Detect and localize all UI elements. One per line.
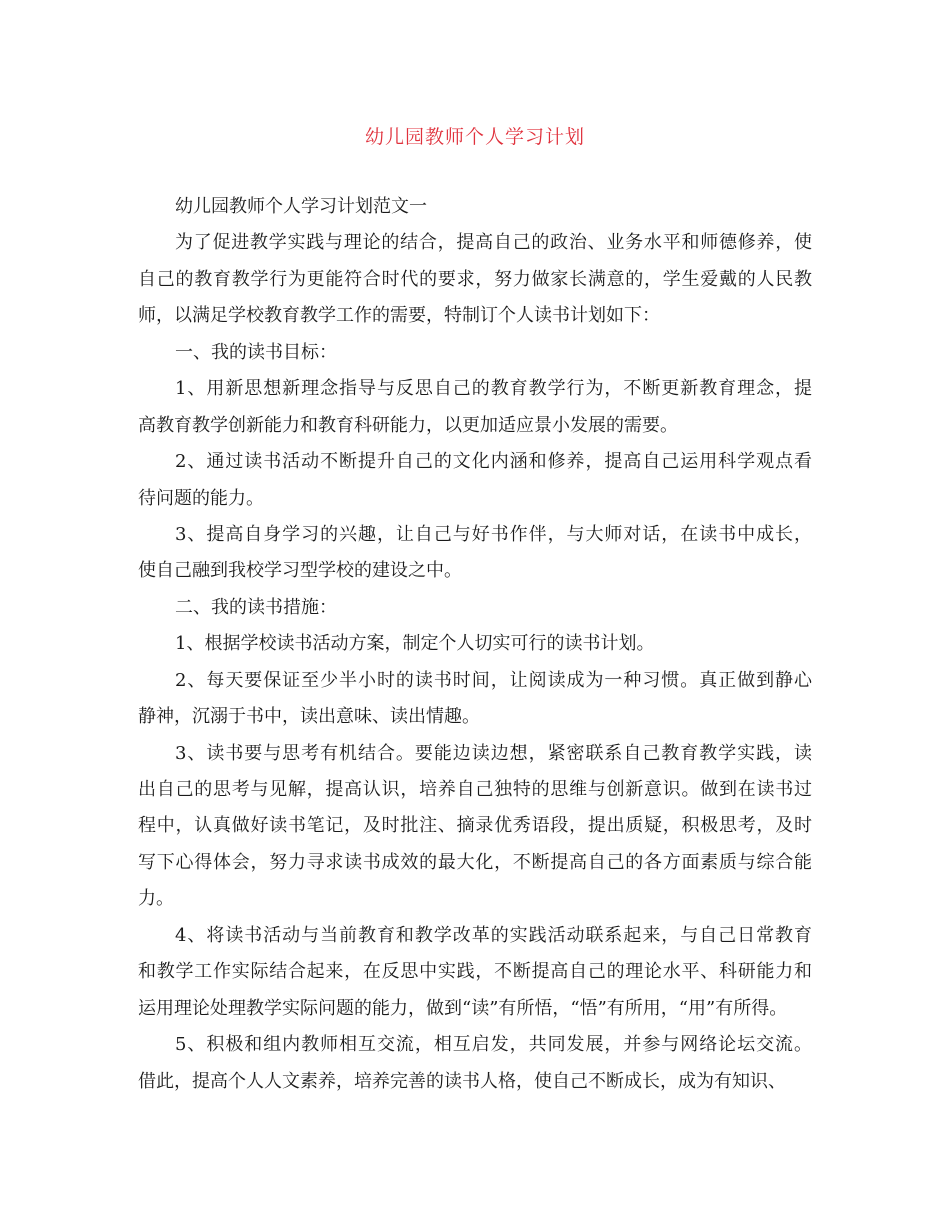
text-line: 和教学工作实际结合起来，在反思中实践，不断提高自己的理论水平、科研能力和 bbox=[138, 961, 812, 983]
paragraph bbox=[138, 448, 812, 521]
text-line: 1、用新思想新理念指导与反思自己的教育教学行为，不断更新教育理念，提 bbox=[175, 378, 812, 400]
paragraph bbox=[138, 630, 812, 666]
text-line: 运用理论处理教学实际问题的能力，做到“读”有所悟，“悟”有所用，“用”有所得。 bbox=[138, 997, 788, 1019]
text-line: 二、我的读书措施： bbox=[175, 596, 337, 618]
text-line: 力。 bbox=[138, 888, 174, 910]
text-line: 自己的教育教学行为更能符合时代的要求，努力做家长满意的，学生爱戴的人民教 bbox=[138, 268, 812, 290]
paragraph bbox=[138, 594, 812, 630]
paragraph bbox=[138, 521, 812, 594]
text-line: 2、每天要保证至少半小时的读书时间，让阅读成为一种习惯。真正做到静心 bbox=[175, 669, 812, 691]
text-line: 为了促进教学实践与理论的结合，提高自己的政治、业务水平和师德修养，使 bbox=[175, 232, 812, 254]
document-title: 幼儿园教师个人学习计划 bbox=[364, 126, 585, 148]
text-line: 写下心得体会，努力寻求读书成效的最大化，不断提高自己的各方面素质与综合能 bbox=[138, 851, 812, 873]
text-line: 静神，沉溺于书中，读出意味、读出情趣。 bbox=[138, 706, 480, 728]
text-line: 出自己的思考与见解，提高认识，培养自己独特的思维与创新意识。做到在读书过 bbox=[138, 779, 812, 800]
paragraph bbox=[138, 229, 812, 338]
text-line: 程中，认真做好读书笔记，及时批注、摘录优秀语段，提出质疑，积极思考，及时 bbox=[138, 815, 812, 837]
paragraph bbox=[138, 667, 812, 740]
text-line: 一、我的读书目标： bbox=[175, 341, 337, 363]
text-line: 高教育教学创新能力和教育科研能力，以更加适应景小发展的需要。 bbox=[138, 414, 678, 436]
text-line: 4、将读书活动与当前教育和教学改革的实践活动联系起来，与自己日常教育 bbox=[175, 924, 812, 946]
text-line: 3、读书要与思考有机结合。要能边读边想，紧密联系自己教育教学实践，读 bbox=[175, 742, 812, 764]
text-line: 2、通过读书活动不断提升自己的文化内涵和修养，提高自己运用科学观点看 bbox=[175, 451, 812, 473]
text-line: 借此，提高个人人文素养，培养完善的读书人格，使自己不断成长，成为有知识、 bbox=[138, 1070, 786, 1092]
text-line: 师，以满足学校教育教学工作的需要，特制订个人读书计划如下： bbox=[138, 305, 660, 327]
text-line: 1、根据学校读书活动方案，制定个人切实可行的读书计划。 bbox=[175, 633, 655, 655]
text-line: 幼儿园教师个人学习计划范文一 bbox=[175, 196, 427, 217]
paragraph bbox=[138, 193, 812, 229]
text-line: 3、提高自身学习的兴趣，让自己与好书作伴，与大师对话，在读书中成长， bbox=[175, 523, 812, 545]
text-line: 使自己融到我校学习型学校的建设之中。 bbox=[138, 560, 462, 582]
paragraph bbox=[138, 339, 812, 375]
text-line: 5、积极和组内教师相互交流，相互启发，共同发展，并参与网络论坛交流。 bbox=[175, 1034, 812, 1056]
text-line: 待问题的能力。 bbox=[138, 487, 264, 509]
document-body bbox=[138, 193, 812, 1104]
paragraph bbox=[138, 375, 812, 448]
paragraph bbox=[138, 922, 812, 1031]
paragraph bbox=[138, 1031, 812, 1104]
paragraph bbox=[138, 740, 812, 922]
